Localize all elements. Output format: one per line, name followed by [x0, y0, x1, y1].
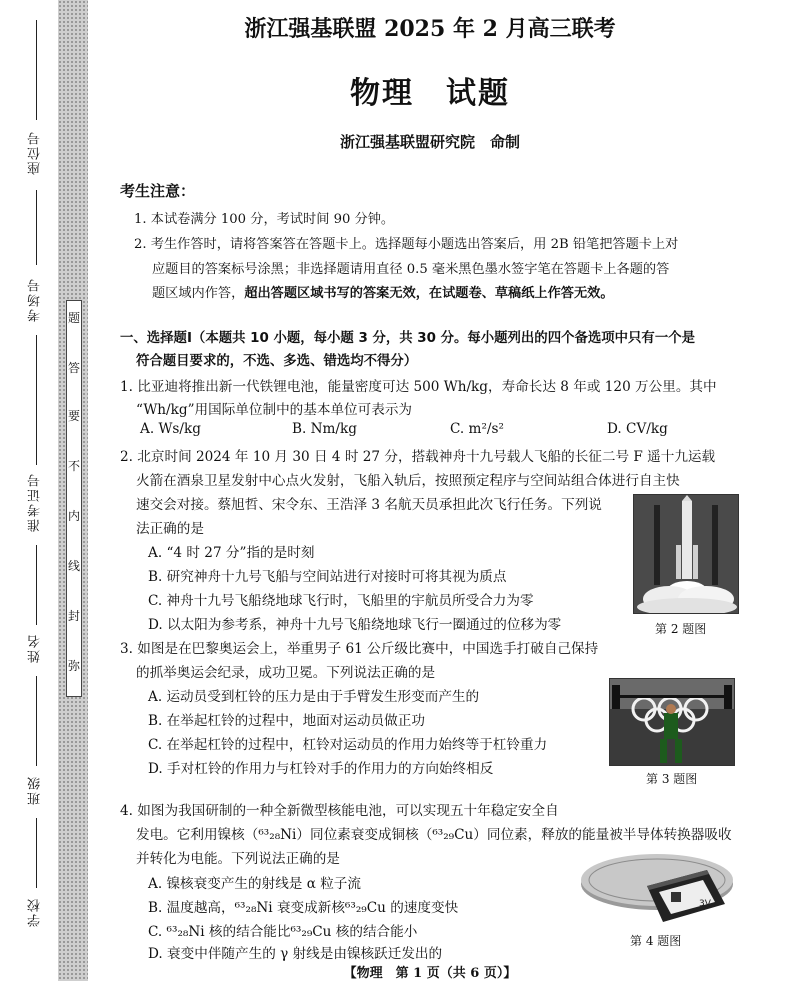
question-2-stem: 火箭在酒泉卫星发射中心点火发射，飞船入轨后，按照预定程序与空间站组合体进行自主快 [136, 473, 680, 489]
question-4-stem: 发电。它利用镍核（⁶³₂₈Ni）同位素衰变成铜核（⁶³₂₉Cu）同位素，释放的能量被半导体转换器吸收 [136, 827, 732, 843]
field-line [36, 335, 37, 465]
question-2-stem: 法正确的是 [136, 521, 204, 537]
q4-option-b: B. 温度越高，⁶³₂₈Ni 衰变成新核⁶³₂₉Cu 的速度变快 [148, 900, 459, 916]
notice-line [152, 282, 614, 301]
exam-room-label: 考场号 [28, 277, 43, 323]
notice-heading: 考生注意： [120, 182, 196, 200]
seal-char: 内 [67, 509, 80, 523]
chip-label: 3V [699, 899, 711, 909]
exam-ticket-label: 准考证号 [28, 472, 43, 533]
q2-option-a: A. “4 时 27 分”指的是时刻 [148, 545, 315, 561]
section-heading: 一、选择题Ⅰ（本题共 10 小题，每小题 3 分，共 30 分。每小题列出的四个备选项中只有一个是 [120, 331, 695, 346]
author-line: 浙江强基联盟研究院 命制 [339, 133, 520, 151]
q3-option-a: A. 运动员受到杠铃的压力是由于手臂发生形变而产生的 [148, 689, 480, 705]
seat-number-label: 座位号 [28, 130, 43, 176]
q1-option-b: B. Nm/kg [292, 421, 357, 437]
school-label: 学校 [28, 897, 43, 927]
seal-char: 不 [67, 459, 80, 473]
figure-4-caption: 第 4 题图 [630, 934, 682, 948]
q3-option-c: C. 在举起杠铃的过程中，杠铃对运动员的作用力始终等于杠铃重力 [148, 737, 548, 753]
page-footer: 【物理 第 1 页（共 6 页）】 [343, 966, 517, 981]
notice-text: 题区域内作答， [152, 286, 245, 301]
figure-3-caption: 第 3 题图 [646, 772, 698, 786]
name-label: 姓名 [28, 633, 43, 663]
section-heading: 符合题目要求的，不选、多选、错选均不得分） [136, 354, 418, 369]
q1-option-a: A. Ws/kg [140, 421, 201, 437]
q2-option-c: C. 神舟十九号飞船绕地球飞行时，飞船里的宇航员所受合力为零 [148, 593, 534, 609]
q2-option-b: B. 研究神舟十九号飞船与空间站进行对接时可将其视为质点 [148, 569, 507, 585]
seal-line-box [66, 300, 82, 697]
question-2-stem: 2. 北京时间 2024 年 10 月 30 日 4 时 27 分，搭载神舟十九号载人飞船的长征二号 F 遥十九运载 [120, 449, 716, 465]
seal-char: 题 [67, 311, 80, 325]
question-1-stem: “Wh/kg”用国际单位制中的基本单位可表示为 [136, 402, 413, 418]
q1-option-d: D. CV/kg [607, 421, 668, 437]
seal-char: 弥 [67, 659, 80, 673]
question-1-stem: 1. 比亚迪将推出新一代铁锂电池，能量密度可达 500 Wh/kg，寿命长达 8 年或 120 万公里。其中 [120, 379, 717, 395]
seal-char: 封 [67, 609, 80, 623]
nuclear-battery-image [575, 848, 735, 924]
notice-line: 应题目的答案标号涂黑；非选择题请用直径 0.5 毫米黑色墨水签字笔在答题卡上各题的答 [152, 262, 670, 277]
q4-option-c: C. ⁶³₂₈Ni 核的结合能比⁶³₂₉Cu 核的结合能小 [148, 924, 418, 940]
class-label: 班级 [28, 775, 43, 805]
field-line [36, 818, 37, 888]
question-3-stem: 3. 如图是在巴黎奥运会上，举重男子 61 公斤级比赛中，中国选手打破自己保持 [120, 641, 599, 657]
q4-option-a: A. 镍核衰变产生的射线是 α 粒子流 [148, 876, 361, 892]
question-4-stem: 4. 如图为我国研制的一种全新微型核能电池，可以实现五十年稳定安全自 [120, 803, 559, 819]
weightlifting-image [609, 678, 735, 766]
question-4-stem: 并转化为电能。下列说法正确的是 [136, 851, 340, 867]
field-line [36, 190, 37, 265]
question-3-stem: 的抓举奥运会纪录，成功卫冕。下列说法正确的是 [136, 665, 436, 681]
q3-option-b: B. 在举起杠铃的过程中，地面对运动员做正功 [148, 713, 425, 729]
figure-2-caption: 第 2 题图 [655, 622, 707, 636]
notice-line: 1. 本试卷满分 100 分，考试时间 90 分钟。 [134, 212, 395, 227]
field-line [36, 676, 37, 766]
seal-char: 答 [67, 361, 80, 375]
q1-option-c: C. m²/s² [450, 421, 504, 437]
question-2-stem: 速交会对接。蔡旭哲、宋令东、王浩泽 3 名航天员承担此次飞行任务。下列说 [136, 497, 602, 513]
seal-char: 线 [67, 559, 80, 573]
subject-title: 物理 试题 [350, 76, 510, 111]
q4-option-d: D. 衰变中伴随产生的 γ 射线是由镍核跃迁发出的 [148, 946, 443, 962]
q3-option-d: D. 手对杠铃的作用力与杠铃对手的作用力的方向始终相反 [148, 761, 494, 777]
field-line [36, 545, 37, 625]
seal-char: 要 [67, 409, 80, 423]
rocket-launch-image [633, 494, 739, 614]
exam-title: 浙江强基联盟 2025 年 2 月高三联考 [244, 16, 616, 42]
q2-option-d: D. 以太阳为参考系，神舟十九号飞船绕地球飞行一圈通过的位移为零 [148, 617, 562, 633]
notice-emphasis: 超出答题区域书写的答案无效，在试题卷、草稿纸上作答无效。 [244, 286, 614, 301]
field-line [36, 20, 37, 120]
notice-line: 2. 考生作答时，请将答案答在答题卡上。选择题每小题选出答案后，用 2B 铅笔把答题卡上对 [134, 237, 679, 252]
